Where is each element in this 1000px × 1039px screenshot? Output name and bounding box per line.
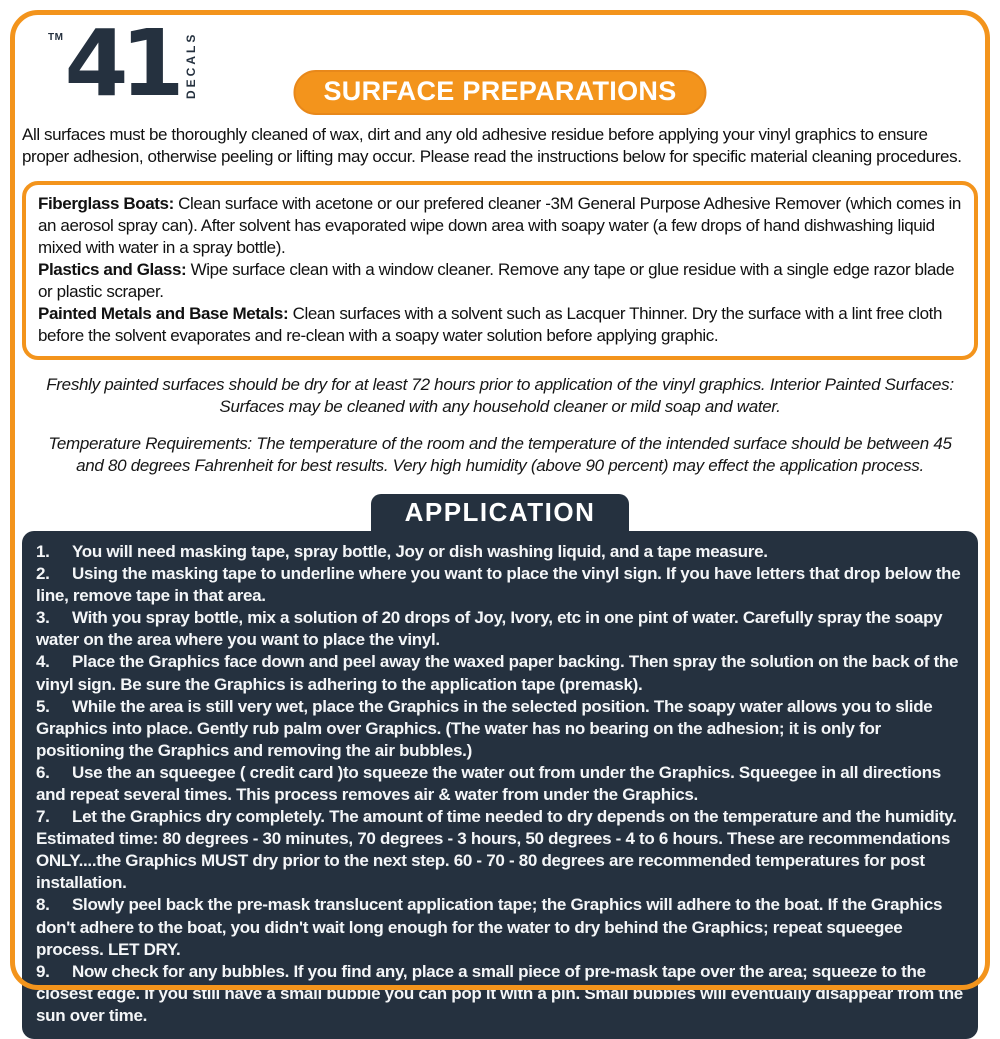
step-text: You will need masking tape, spray bottle, Joy or dish washing liquid, and a tape measure. [72, 541, 768, 561]
step-text: Place the Graphics face down and peel away the waxed paper backing. Then spray the solution on the back of the vinyl sign. Be sure the Graphics is adhering to the application tape (premask). [36, 652, 959, 694]
application-step-2 [36, 563, 964, 607]
application-step-9 [36, 961, 964, 1027]
material-label: Fiberglass Boats: [38, 193, 174, 213]
application-step-8 [36, 894, 964, 960]
material-item-fiberglass [38, 193, 962, 259]
step-text: Slowly peel back the pre-mask translucent application tape; the Graphics will adhere to the boat. If the Graphics don't adhere to the boat, you didn't wait long enough for the water to dry behind the Graphics; repeat squeegee process. LET DRY. [36, 895, 943, 959]
step-number: 5. [36, 696, 50, 716]
surface-preparations-heading: SURFACE PREPARATIONS [293, 70, 706, 115]
application-heading: APPLICATION [371, 494, 630, 533]
application-steps-box [22, 531, 978, 1039]
brand-logo [48, 10, 199, 117]
step-text: Let the Graphics dry completely. The amount of time needed to dry depends on the temperature and the humidity. Estimated time: 80 degrees - 30 minutes, 70 degrees - 3 hours, 50 degrees - 4 to 6 hours. These are recommendations ONLY....the Graphics MUST dry prior to the next step. 60 - 70 - 80 degrees are recommended temperatures for post installation. [36, 807, 957, 893]
step-text: Use the an squeegee ( credit card )to squeeze the water out from under the Graphics. Squeegee in all directions and repeat several times. This process removes air & water from under the Graphics. [36, 762, 941, 804]
material-text: Clean surfaces with a solvent such as Lacquer Thinner. Dry the surface with a lint free cloth before the solvent evaporates and re-clean with a soapy water solution before applying graphic. [38, 304, 943, 346]
application-step-4 [36, 651, 964, 695]
intro-paragraph: All surfaces must be thoroughly cleaned of wax, dirt and any old adhesive residue before applying your vinyl graphics to ensure proper adhesion, otherwise peeling or lifting may occur. Please read the instructions below for specific material cleaning procedures. [22, 125, 962, 167]
header [22, 10, 978, 117]
step-number: 9. [36, 961, 50, 981]
step-text: Using the masking tape to underline where you want to place the vinyl sign. If you have letters that drop below the line, remove tape in that area. [36, 564, 961, 606]
instruction-sheet [22, 10, 978, 1025]
application-step-1 [36, 541, 964, 563]
step-text: With you spray bottle, mix a solution of 20 drops of Joy, Ivory, etc in one pint of water. Carefully spray the soapy water on the area where you want to place the vinyl. [36, 608, 943, 650]
step-number: 1. [36, 541, 50, 561]
material-text: Wipe surface clean with a window cleaner. Remove any tape or glue residue with a single edge razor blade or plastic scraper. [38, 260, 955, 302]
application-step-3 [36, 607, 964, 651]
trademark-symbol: TM [48, 32, 64, 43]
material-item-plastics-glass [38, 259, 962, 303]
application-step-6 [36, 762, 964, 806]
temperature-requirements-note: Temperature Requirements: The temperature of the room and the temperature of the intended surface should be between 45 and 80 degrees Fahrenheit for best results. Very high humidity (above 90 percent) may effect the application process. [48, 433, 952, 476]
application-step-5 [36, 696, 964, 762]
material-label: Painted Metals and Base Metals: [38, 304, 289, 324]
step-number: 6. [36, 762, 50, 782]
material-cleaning-box [22, 181, 978, 360]
step-number: 2. [36, 564, 50, 584]
logo-digits: 41 [64, 10, 177, 117]
step-text: Now check for any bubbles. If you find any, place a small piece of pre-mask tape over the area; squeeze to the closest edge. If you still have a small bubble you can pop it with a pin. Small bubbles will eventually disappear from the sun over time. [36, 961, 963, 1025]
material-item-painted-metals [38, 303, 962, 347]
step-number: 3. [36, 608, 50, 628]
step-number: 7. [36, 807, 50, 827]
logo-vertical-text: DECALS [184, 31, 199, 99]
painted-surfaces-note: Freshly painted surfaces should be dry for at least 72 hours prior to application of the vinyl graphics. Interior Painted Surfaces: Surfaces may be cleaned with any household cleaner or mild soap and water. [46, 374, 954, 417]
application-step-7 [36, 806, 964, 894]
step-number: 8. [36, 895, 50, 915]
material-text: Clean surface with acetone or our prefered cleaner -3M General Purpose Adhesive Remover (which comes in an aerosol spray can). After solvent has evaporated wipe down area with soapy water (a few drops of hand dishwashing liquid mixed with water in a spray bottle). [38, 193, 961, 258]
step-number: 4. [36, 652, 50, 672]
material-label: Plastics and Glass: [38, 260, 187, 280]
step-text: While the area is still very wet, place the Graphics in the selected position. The soapy water allows you to slide Graphics into place. Gently rub palm over Graphics. (The water has no bearing on the adhesion; it is only for positioning the Graphics and removing the air bubbles.) [36, 696, 933, 760]
